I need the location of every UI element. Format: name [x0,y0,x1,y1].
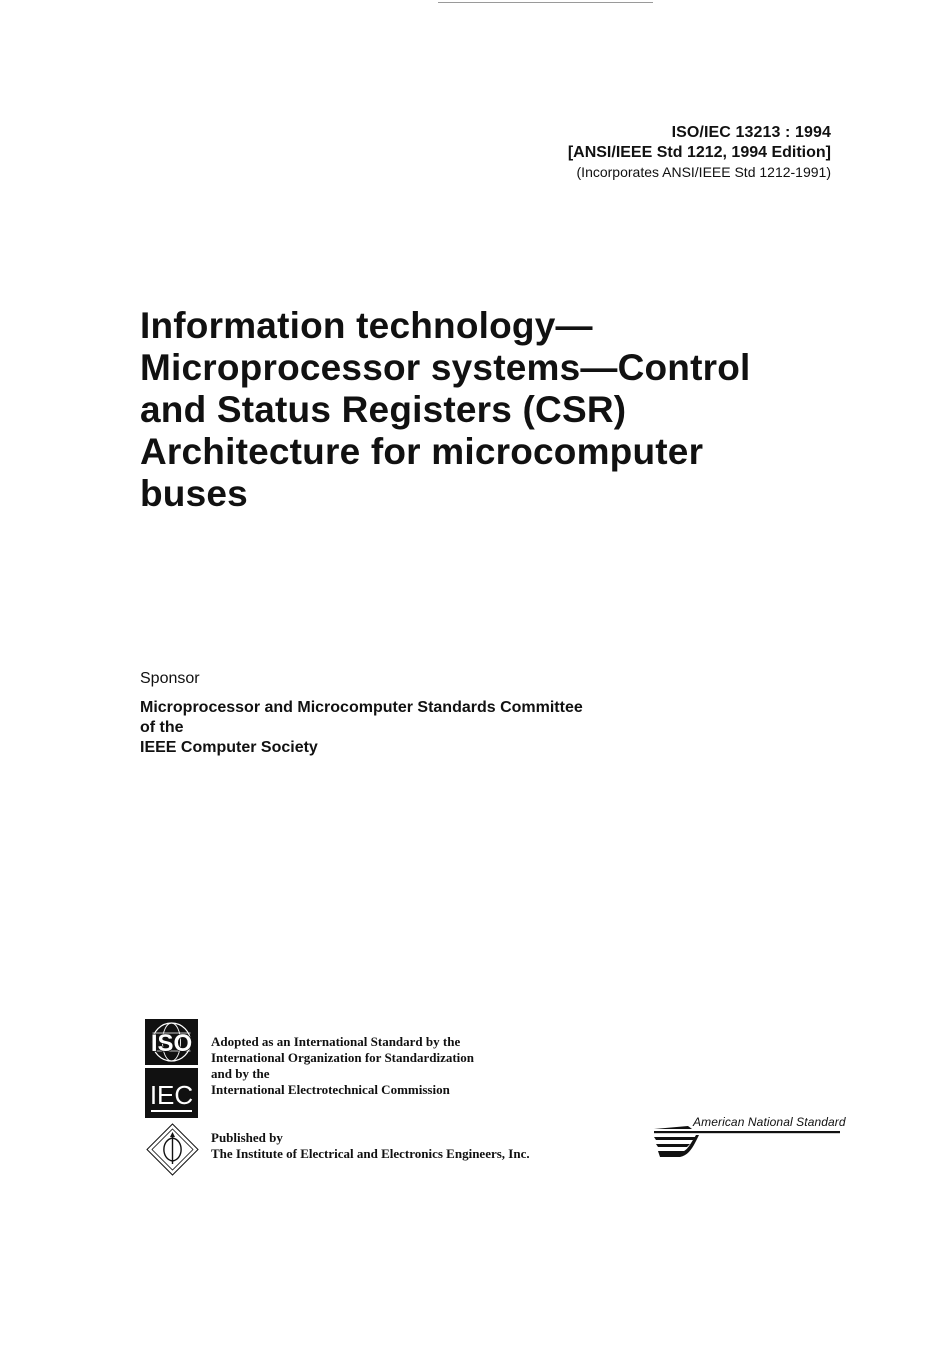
adoption-line: International Electrotechnical Commission [211,1082,450,1097]
sponsor-line: of the [140,719,184,736]
publisher-statement [211,1130,530,1162]
sponsor-block [140,669,583,758]
ieee-logo-icon [145,1122,200,1177]
document-title [140,305,840,515]
standard-id: ISO/IEC 13213 : 1994 [671,124,831,141]
title-line: and Status Registers (CSR) [140,389,627,430]
title-line: Microprocessor systems—Control [140,347,751,388]
sponsor-label: Sponsor [140,670,200,687]
incorporates-note: (Incorporates ANSI/IEEE Std 1212-1991) [576,164,831,180]
publisher-line: Published by [211,1130,283,1145]
title-line: Information technology— [140,305,593,346]
adoption-statement [211,1034,474,1098]
american-national-standard-mark [650,1113,846,1163]
standard-header [568,123,831,181]
top-rule [438,2,653,3]
ansi-designation: [ANSI/IEEE Std 1212, 1994 Edition] [567,144,831,161]
svg-text:IEC: IEC [149,1080,194,1110]
svg-text:ISO: ISO [150,1030,193,1057]
iso-logo-icon [145,1019,198,1065]
publisher-line: The Institute of Electrical and Electronics Engineers, Inc. [211,1146,530,1161]
title-line: buses [140,473,248,514]
adoption-line: Adopted as an International Standard by the [211,1034,461,1049]
ans-label: American National Standard [693,1115,846,1129]
sponsor-line: Microprocessor and Microcomputer Standards Committee [140,699,583,716]
adoption-line: and by the [211,1066,270,1081]
iec-logo-icon [145,1068,198,1118]
adoption-line: International Organization for Standardization [211,1050,475,1065]
sponsor-line: IEEE Computer Society [140,739,318,756]
title-line: Architecture for microcomputer [140,431,704,472]
